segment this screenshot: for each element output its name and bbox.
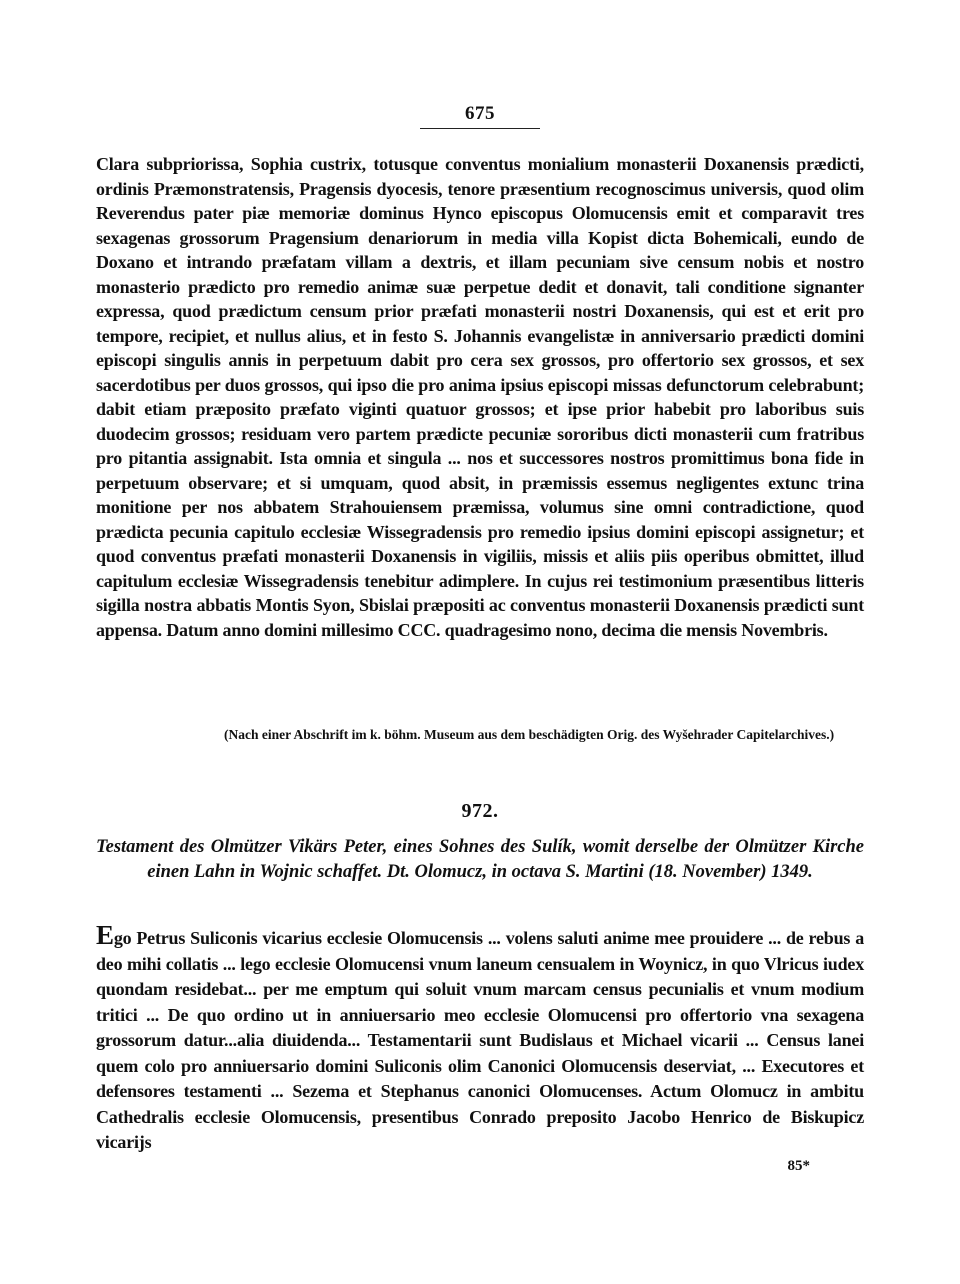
page-number: 675 [465, 103, 495, 124]
signature-mark: 85* [787, 1158, 810, 1174]
document-body-text: go Petrus Suliconis vicarius ecclesie Olomucensis ... volens saluti anime mee prouidere ... de rebus a deo mihi collatis ... lego ecclesie Olomucensi vnum laneum censualem in Woynicz, in quo Vlricus iudex quondam residebat... per me emptum qui soluit vnum marcam census pecunialis et vnum modium tritici ... De quo ordino ut in anniuersario meo ecclesie Olomucensi pro offertorio vna sexagena grossorum datur...alia diuidenda... Testamentarii sunt Budislaus et Michael vicarii ... Census lanei quem colo pro anniuersario domini Suliconis olim Canonici Olomucensis deserviat, ... Executores et defensores testamenti ... Sezema et Stephanus canonici Olomucenses. Actum Olomucz in ambitu Cathedralis ecclesie Olomucensis, presentibus Conrado preposito Jacobo Henrico de Biskupicz vicarijs [96, 928, 864, 1152]
previous-document-text: Clara subpriorissa, Sophia custrix, totusque conventus monialium monasterii Doxanensis prædicti, ordinis Præmonstratensis, Pragensis dyocesis, tenore præsentium recognoscimus universis, quod olim Reverendus pater piæ memoriæ dominus Hynco episcopus Olomucensis emit et comparavit tres sexagenas grossorum Pragensium denariorum in media villa Kopist dicta Bohemicali, eundo de Doxano et intrando præfatam villam a dextris, et illam pecuniam sive censum nobis et nostro monasterio prædicto pro remedio animæ suæ perpetue dedit et donavit, tali conditione signanter expressa, quod prædictum censum prior præfati monasterii nostri Doxanensis, qui est et erit pro tempore, recipiet, et nullus alius, et in festo S. Johannis evangelistæ in anniversario prædicti domini episcopi singulis annis in perpetuum dabit pro cera sex grossos, pro offertorio sex grossos, et sex sacerdotibus per duos grossos, qui ipso die pro anima ipsius episcopi missas defunctorum celebrabunt; dabit etiam præposito præfato viginti quatuor grossos; et ipse prior habebit pro laboribus suis duodecim grossos; residuam vero partem prædicte pecuniæ sororibus dicti monasterii cum fratribus pro pitantia assignabit. Ista omnia et singula ... nos et successores nostros promittimus bona fide in perpetuum observare; et si umquam, quod absit, in præmissis essemus negligentes extunc trina monitione per nos abbatem Strahouiensem præmissa, volumus sine omni contradictione, quod prædicta pecunia capitulo ecclesiæ Wissegradensis pro remedio ipsius domini episcopi assignetur; et quod conventus præfati monasterii Doxanensis in vigiliis, missis et aliis piis operibus obmittet, illud capitulum ecclesiæ Wissegradensis tenebitur adimplere. In cujus rei testimonium præsentibus litteris sigilla nostra abbatis Montis Syon, Sbislai præpositi ac conventus monasterii Doxanensis prædicti sunt appensa. Datum anno domini millesimo CCC. quadragesimo nono, decima die mensis Novembris. [96, 154, 864, 640]
initial-letter: E [96, 920, 114, 950]
book-page [96, 0, 864, 1284]
page-number-rule [420, 128, 540, 129]
document-title: Testament des Olmützer Vikärs Peter, eines Sohnes des Sulík, womit derselbe der Olmützer Kirche einen Lahn in Wojnic schaffet. Dt. Olomucz, in octava S. Martini (18. November) 1349. [96, 837, 864, 882]
source-note: (Nach einer Abschrift im k. böhm. Museum aus dem beschädigten Orig. des Wyšehrader Capitelarchives.) [224, 727, 835, 742]
document-body [96, 920, 864, 1156]
document-number: 972. [461, 800, 499, 822]
